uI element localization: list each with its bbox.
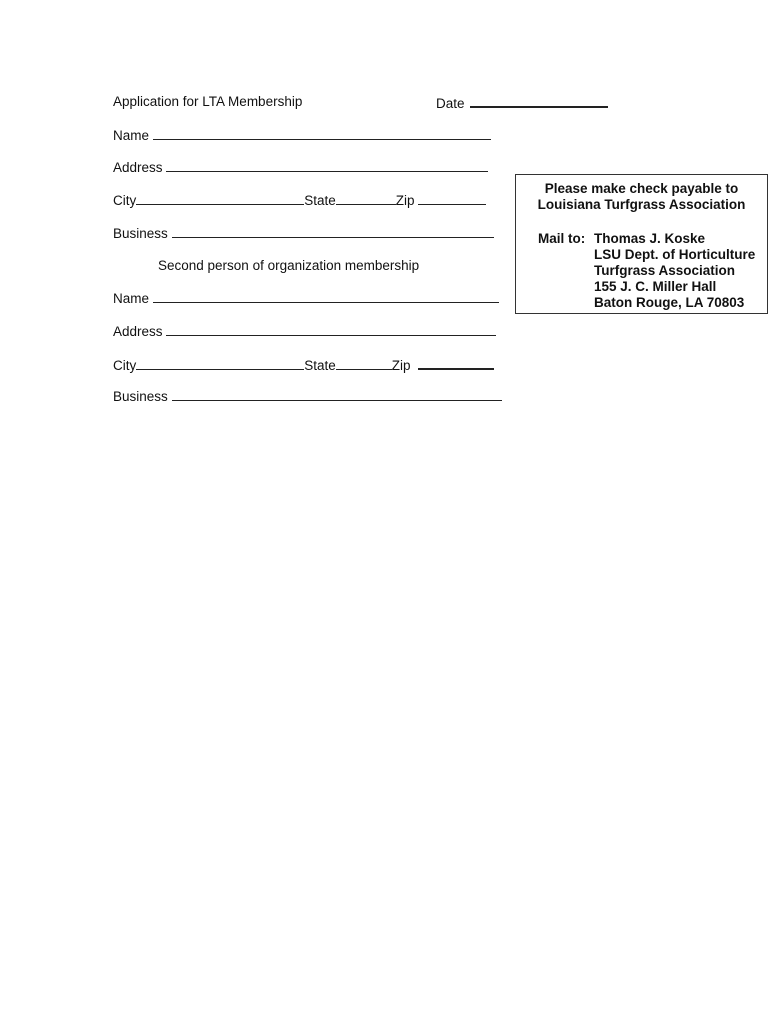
second-state-label: State xyxy=(304,358,336,373)
form-title: Application for LTA Membership xyxy=(113,94,303,109)
second-name-label: Name xyxy=(113,291,150,306)
state-field[interactable] xyxy=(336,192,396,205)
city-field[interactable] xyxy=(136,192,304,205)
second-state-field[interactable] xyxy=(336,357,392,370)
address-line: 155 J. C. Miller Hall xyxy=(594,279,717,294)
second-person-heading: Second person of organization membership xyxy=(158,258,420,273)
city-label: City xyxy=(113,193,137,208)
business-row xyxy=(113,225,494,242)
second-city-label: City xyxy=(113,358,137,373)
second-address-field[interactable] xyxy=(166,323,496,336)
payable-line-2: Louisiana Turfgrass Association xyxy=(537,197,746,212)
second-name-row xyxy=(113,290,499,307)
mailing-instructions-box xyxy=(515,174,768,314)
mailing-address xyxy=(594,231,755,311)
state-label: State xyxy=(304,193,336,208)
business-label: Business xyxy=(113,226,168,241)
zip-field[interactable] xyxy=(418,192,486,205)
payable-to-text xyxy=(516,181,767,213)
payable-line-1: Please make check payable to xyxy=(544,181,739,196)
second-address-label: Address xyxy=(113,324,163,339)
name-field[interactable] xyxy=(153,127,491,140)
name-label: Name xyxy=(113,128,150,143)
address-line: Thomas J. Koske xyxy=(594,231,706,246)
date-row xyxy=(436,94,608,112)
address-row xyxy=(113,159,488,176)
address-field[interactable] xyxy=(166,159,488,172)
second-business-row xyxy=(113,388,502,405)
second-zip-label: Zip xyxy=(391,358,411,373)
business-field[interactable] xyxy=(172,225,494,238)
second-business-label: Business xyxy=(113,389,168,404)
date-field[interactable] xyxy=(470,94,608,108)
date-label: Date xyxy=(436,96,465,111)
second-name-field[interactable] xyxy=(153,290,499,303)
second-address-row xyxy=(113,323,496,340)
name-row xyxy=(113,127,491,144)
address-line: Turfgrass Association xyxy=(594,263,736,278)
second-city-field[interactable] xyxy=(136,357,304,370)
second-zip-field[interactable] xyxy=(418,356,494,370)
zip-label: Zip xyxy=(395,193,415,208)
second-business-field[interactable] xyxy=(172,388,502,401)
second-city-state-zip-row xyxy=(113,356,494,374)
address-line: LSU Dept. of Horticulture xyxy=(594,247,756,262)
city-state-zip-row xyxy=(113,192,486,209)
mail-to-label: Mail to: xyxy=(538,231,586,246)
address-label: Address xyxy=(113,160,163,175)
address-line: Baton Rouge, LA 70803 xyxy=(594,295,745,310)
